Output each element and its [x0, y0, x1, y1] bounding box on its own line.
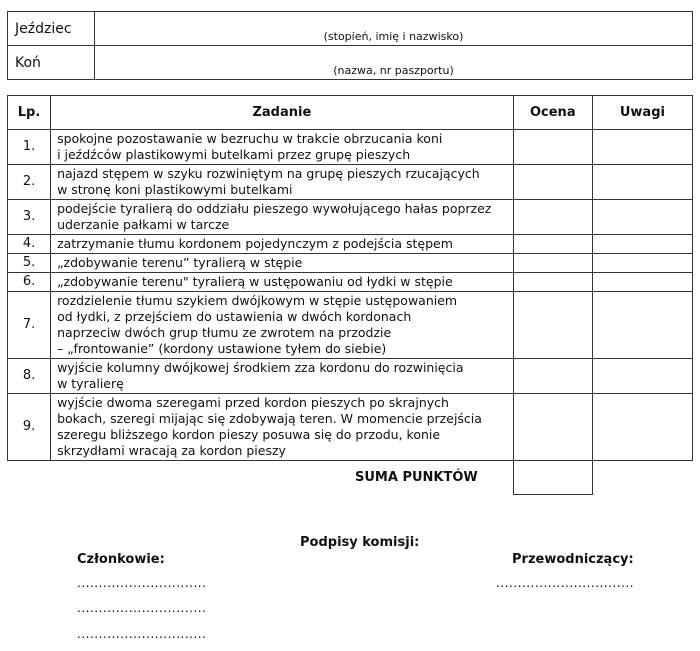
remarks-cell[interactable]	[592, 292, 692, 359]
row-number: 7.	[8, 292, 51, 359]
table-row	[8, 273, 693, 292]
task-line: – „frontowanie” (kordony ustawione tyłem do siebie)	[57, 341, 387, 356]
chair-signature-line[interactable]: ................................	[496, 576, 635, 590]
table-row	[8, 235, 693, 254]
row-number: 1.	[8, 130, 51, 165]
task-description	[51, 359, 514, 394]
remarks-cell[interactable]	[592, 359, 692, 394]
members-label: Członkowie:	[77, 552, 165, 567]
task-line: uderzanie pałkami w tarcze	[57, 217, 230, 232]
task-line: rozdzielenie tłumu szykiem dwójkowym w stępie ustępowaniem	[57, 293, 458, 308]
task-description	[51, 235, 514, 254]
row-number: 2.	[8, 165, 51, 200]
task-description	[51, 394, 514, 461]
horse-label: Koń	[8, 46, 95, 80]
task-line: szeregu bliższego kordon pieszy posuwa się do przodu, konie	[57, 427, 441, 442]
remarks-cell[interactable]	[592, 235, 692, 254]
task-line: „zdobywanie terenu” tyralierą w stępie	[57, 255, 303, 270]
task-line: w tyralierę	[57, 376, 124, 391]
column-header-lp: Lp.	[8, 96, 51, 130]
horse-field[interactable]	[95, 46, 693, 80]
task-line: spokojne pozostawanie w bezruchu w trakcie obrzucania koni	[57, 131, 443, 146]
grade-cell[interactable]	[513, 235, 592, 254]
table-row	[8, 130, 693, 165]
task-line: od łydki, z przejściem do ustawienia w dwóch kordonach	[57, 309, 412, 324]
grade-cell[interactable]	[513, 273, 592, 292]
task-table-body	[8, 130, 693, 461]
task-line: „zdobywanie terenu" tyralierą w ustępowaniu od łydki w stępie	[57, 274, 453, 289]
remarks-cell[interactable]	[592, 394, 692, 461]
rider-field[interactable]	[95, 12, 693, 46]
row-number: 8.	[8, 359, 51, 394]
table-row	[8, 394, 693, 461]
row-number: 9.	[8, 394, 51, 461]
task-line: i jeźdźców plastikowymi butelkami przez grupę pieszych	[57, 147, 411, 162]
column-header-remarks: Uwagi	[592, 96, 692, 130]
table-row	[8, 165, 693, 200]
task-line: bokach, szeregi mijając się zdobywają teren. W momencie przejścia	[57, 411, 482, 426]
sum-points-label: SUMA PUNKTÓW	[355, 470, 478, 485]
member-signature-line[interactable]: ..............................	[77, 576, 207, 590]
column-header-grade: Ocena	[513, 96, 592, 130]
task-line: podejście tyralierą do oddziału pieszego wywołującego hałas poprzez	[57, 201, 492, 216]
task-description	[51, 254, 514, 273]
remarks-cell[interactable]	[592, 165, 692, 200]
task-description	[51, 200, 514, 235]
grade-cell[interactable]	[513, 254, 592, 273]
task-line: najazd stępem w szyku rozwiniętym na grupę pieszych rzucających	[57, 166, 480, 181]
member-signature-line[interactable]: ..............................	[77, 627, 207, 641]
header-table	[7, 11, 693, 80]
grade-cell[interactable]	[513, 394, 592, 461]
horse-hint: (nazwa, nr paszportu)	[333, 64, 454, 77]
rider-hint: (stopień, imię i nazwisko)	[323, 30, 464, 43]
table-row	[8, 200, 693, 235]
table-row	[8, 254, 693, 273]
grade-cell[interactable]	[513, 292, 592, 359]
task-line: zatrzymanie tłumu kordonem pojedynczym z podejścia stępem	[57, 236, 453, 251]
task-description	[51, 130, 514, 165]
signatures-title: Podpisy komisji:	[300, 535, 420, 550]
sum-points-field[interactable]	[513, 461, 593, 495]
table-row	[8, 359, 693, 394]
row-number: 6.	[8, 273, 51, 292]
task-description	[51, 292, 514, 359]
task-line: w stronę koni plastikowymi butelkami	[57, 182, 293, 197]
column-header-task: Zadanie	[51, 96, 514, 130]
task-line: wyjście dwoma szeregami przed kordon pieszych po skrajnych	[57, 395, 449, 410]
task-description	[51, 165, 514, 200]
remarks-cell[interactable]	[592, 200, 692, 235]
row-number: 4.	[8, 235, 51, 254]
task-line: wyjście kolumny dwójkowej środkiem zza kordonu do rozwinięcia	[57, 360, 464, 375]
member-signature-line[interactable]: ..............................	[77, 601, 207, 615]
remarks-cell[interactable]	[592, 254, 692, 273]
grade-cell[interactable]	[513, 359, 592, 394]
task-description	[51, 273, 514, 292]
row-number: 5.	[8, 254, 51, 273]
grade-cell[interactable]	[513, 165, 592, 200]
table-row	[8, 292, 693, 359]
grade-cell[interactable]	[513, 200, 592, 235]
remarks-cell[interactable]	[592, 273, 692, 292]
task-table	[7, 95, 693, 461]
task-line: skrzydłami wracają za kordon pieszy	[57, 443, 286, 458]
chair-label: Przewodniczący:	[512, 552, 634, 567]
grade-cell[interactable]	[513, 130, 592, 165]
remarks-cell[interactable]	[592, 130, 692, 165]
row-number: 3.	[8, 200, 51, 235]
task-line: naprzeciw dwóch grup tłumu ze zwrotem na przodzie	[57, 325, 392, 340]
rider-label: Jeździec	[8, 12, 95, 46]
